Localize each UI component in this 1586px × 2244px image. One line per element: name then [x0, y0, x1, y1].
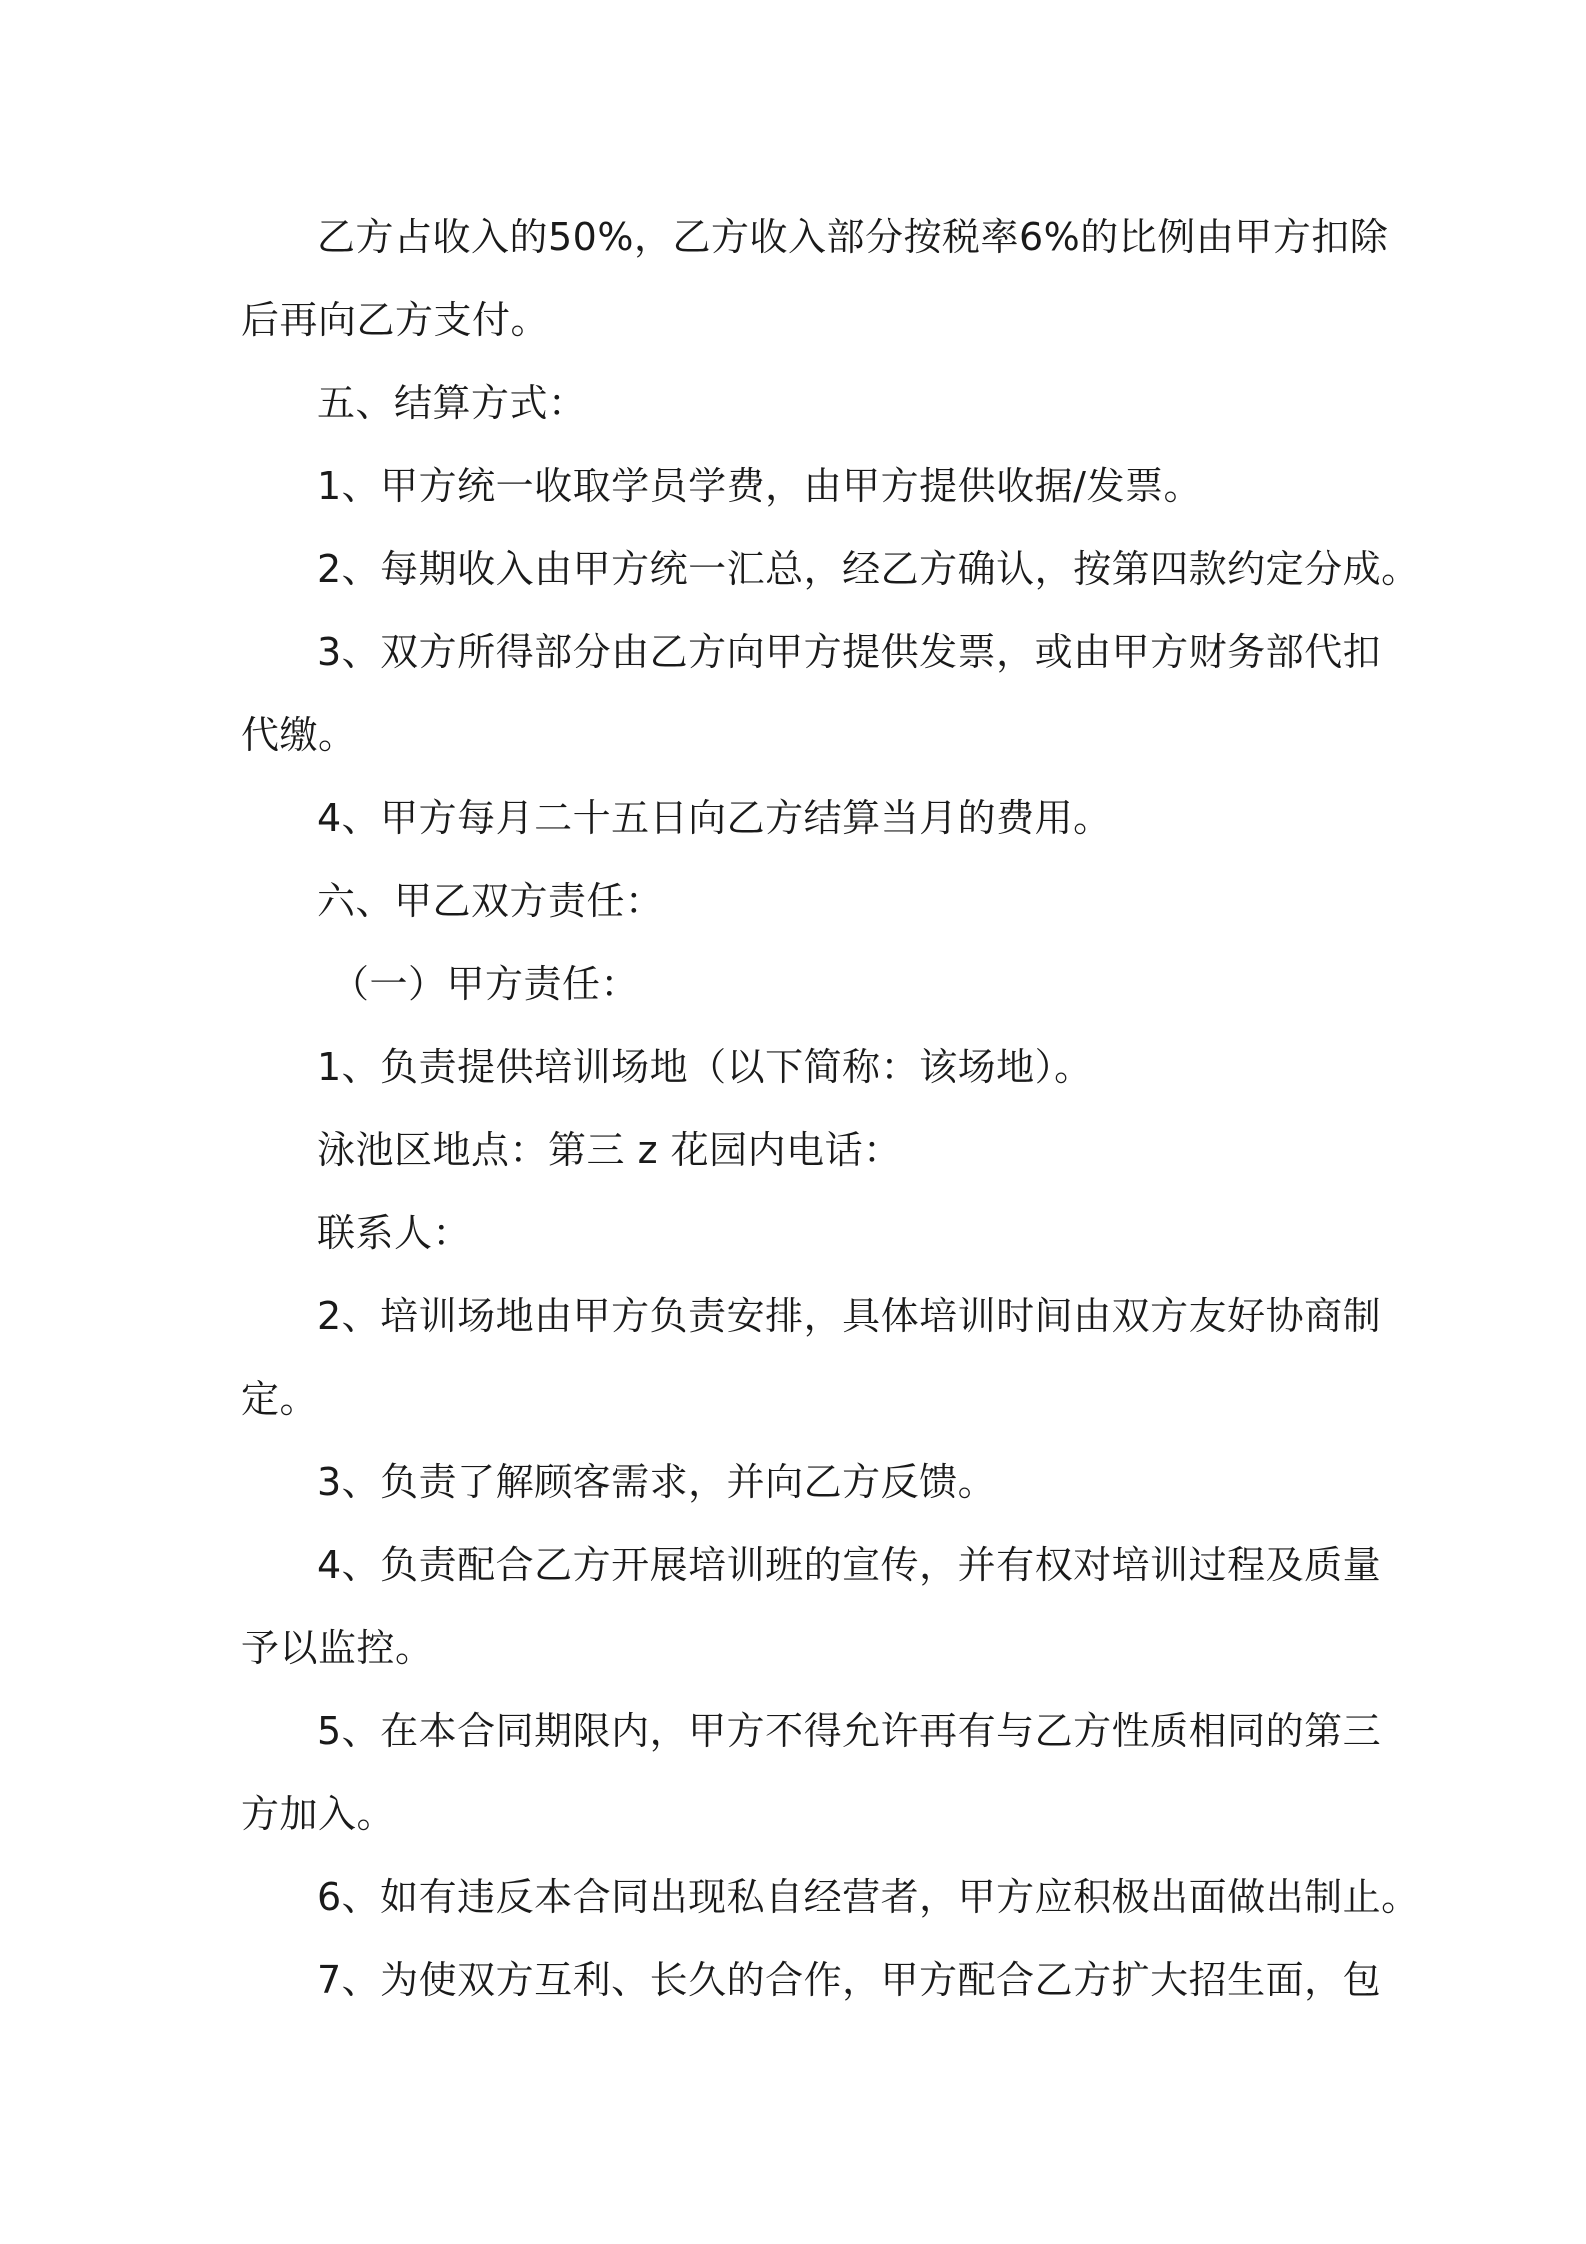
paragraph-line: 3、负责了解顾客需求，并向乙方反馈。 — [317, 1460, 997, 1504]
subsection-heading: （一）甲方责任： — [331, 962, 640, 1006]
paragraph-line: 7、为使双方互利、长久的合作，甲方配合乙方扩大招生面，包 — [317, 1958, 1382, 2002]
paragraph-line: 5、在本合同期限内，甲方不得允许再有与乙方性质相同的第三 — [317, 1709, 1382, 1753]
section-heading: 六、甲乙双方责任： — [317, 879, 664, 923]
paragraph-line: 予以监控。 — [241, 1626, 434, 1670]
paragraph-line: 1、负责提供培训场地（以下简称：该场地）。 — [317, 1045, 1093, 1089]
paragraph-line: 2、培训场地由甲方负责安排，具体培训时间由双方友好协商制 — [317, 1294, 1382, 1338]
paragraph-line: 泳池区地点：第三 z 花园内电话： — [317, 1128, 902, 1172]
paragraph-line: 4、甲方每月二十五日向乙方结算当月的费用。 — [317, 796, 1112, 840]
paragraph-line: 代缴。 — [241, 713, 357, 757]
section-heading: 五、结算方式： — [317, 381, 587, 425]
paragraph-line: 3、双方所得部分由乙方向甲方提供发票，或由甲方财务部代扣 — [317, 630, 1382, 674]
paragraph-line: 联系人： — [317, 1211, 472, 1255]
document-body — [241, 196, 1420, 2022]
paragraph-line: 定。 — [241, 1377, 319, 1421]
paragraph-line: 6、如有违反本合同出现私自经营者，甲方应积极出面做出制止。 — [317, 1875, 1420, 1919]
paragraph-line: 乙方占收入的50%，乙方收入部分按税率6%的比例由甲方扣除 — [317, 215, 1389, 259]
paragraph-line: 方加入。 — [241, 1792, 396, 1836]
paragraph-line: 后再向乙方支付。 — [241, 298, 550, 342]
paragraph-line: 2、每期收入由甲方统一汇总，经乙方确认，按第四款约定分成。 — [317, 547, 1420, 591]
paragraph-line: 1、甲方统一收取学员学费，由甲方提供收据/发票。 — [317, 464, 1202, 508]
paragraph-line: 4、负责配合乙方开展培训班的宣传，并有权对培训过程及质量 — [317, 1543, 1382, 1587]
